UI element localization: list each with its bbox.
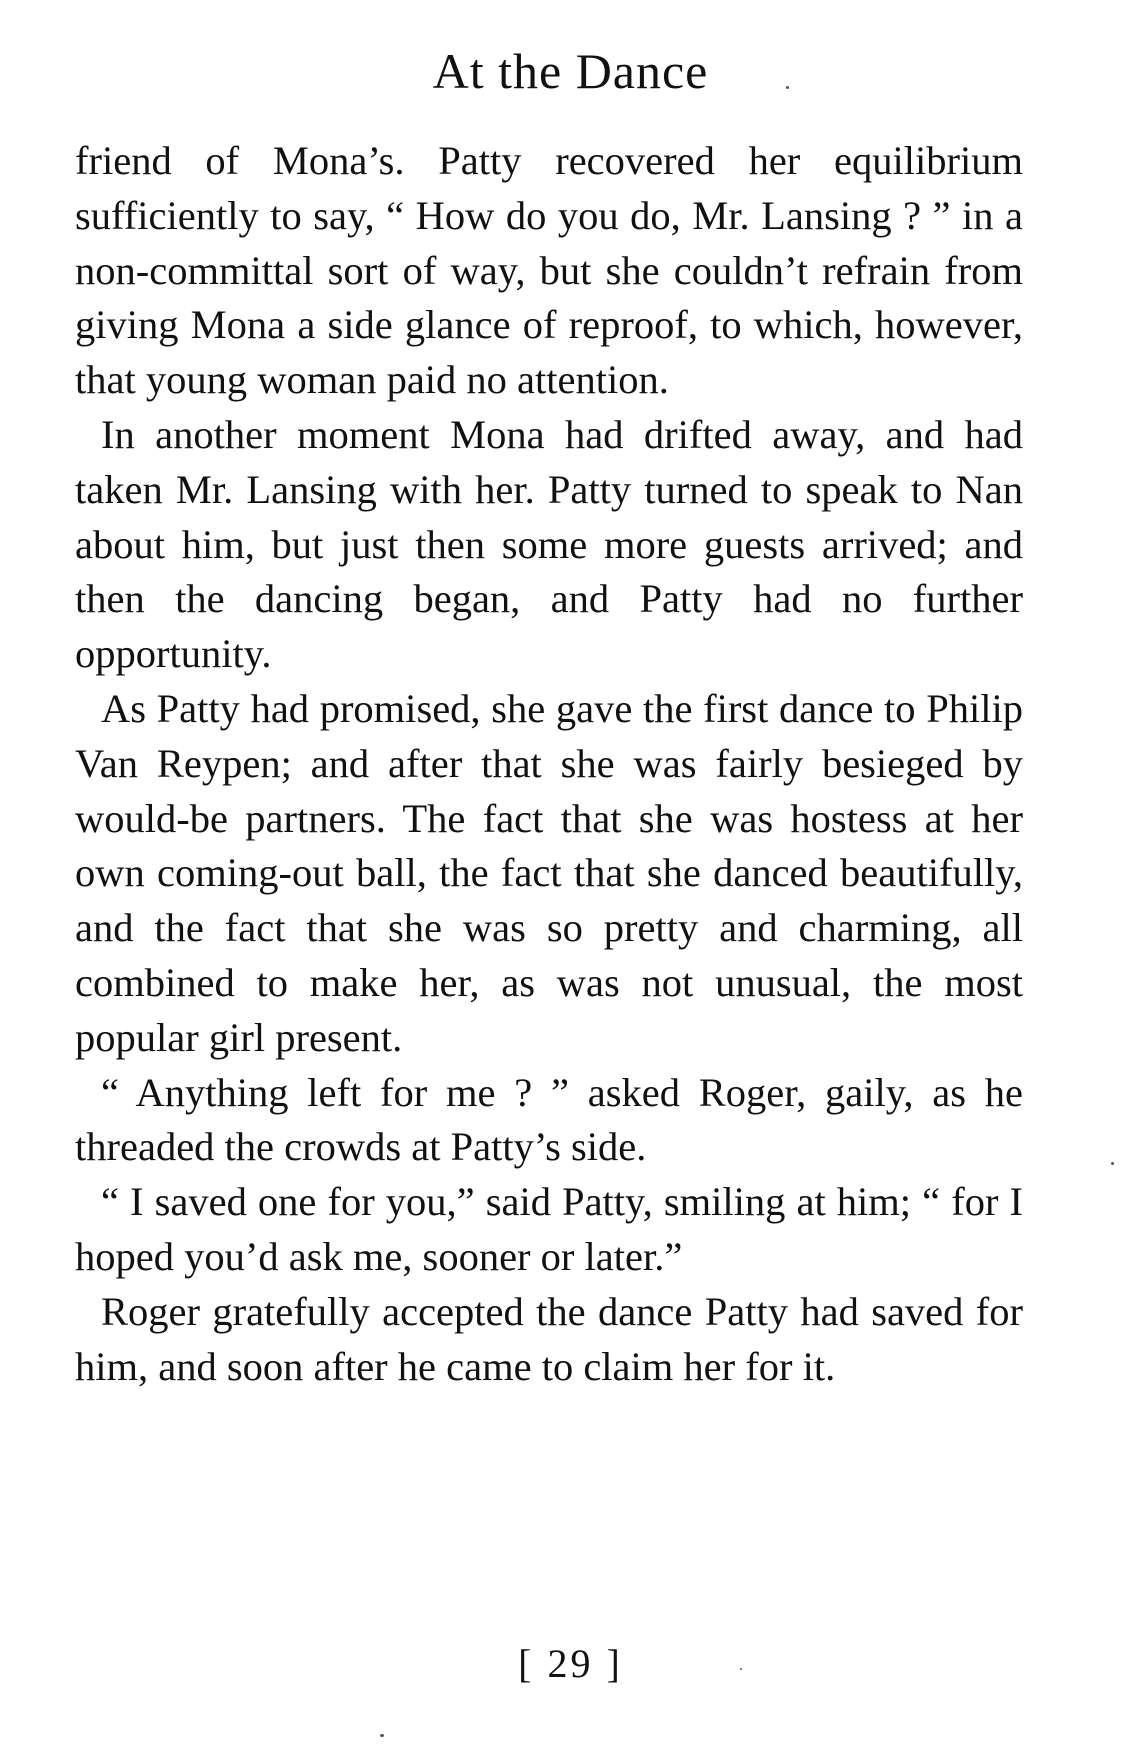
paragraph: “ Anything left for me ? ” asked Roger, gaily, as he threaded the crowds at Patty’s side. bbox=[75, 1069, 1023, 1170]
body-text bbox=[75, 134, 1023, 1394]
print-speck bbox=[380, 1734, 384, 1737]
paragraph: friend of Mona’s. Patty recovered her equilibrium sufficiently to say, “ How do you do, Mr. Lansing ? ” in a non-committal sort of way, but she couldn’t refrain from giving Mona a side glance of reproof, to which, however, that young woman paid no attention. bbox=[75, 138, 1023, 403]
paragraph: As Patty had promised, she gave the first dance to Philip Van Reypen; and after that she was fairly besieged by would-be partners. The fact that she was hostess at her own coming-out ball, the fact that she danced beautifully, and the fact that she was so pretty and charming, all combined to make her, as was not unusual, the most popular girl present. bbox=[75, 685, 1023, 1060]
paragraph: Roger gratefully accepted the dance Patty had saved for him, and soon after he came to claim her for it. bbox=[75, 1288, 1023, 1389]
paragraph: In another moment Mona had drifted away, and had taken Mr. Lansing with her. Patty turned to speak to Nan about him, but just then some more guests arrived; and then the dancing began, and Patty had no further opportunity. bbox=[75, 411, 1023, 677]
print-speck bbox=[1111, 1162, 1114, 1165]
running-head: At the Dance bbox=[432, 43, 709, 99]
print-speck bbox=[786, 86, 789, 89]
print-speck bbox=[740, 1668, 742, 1670]
paragraph: “ I saved one for you,” said Patty, smiling at him; “ for I hoped you’d ask me, sooner or later.” bbox=[75, 1179, 1023, 1279]
page-number: [ 29 ] bbox=[518, 1641, 623, 1686]
